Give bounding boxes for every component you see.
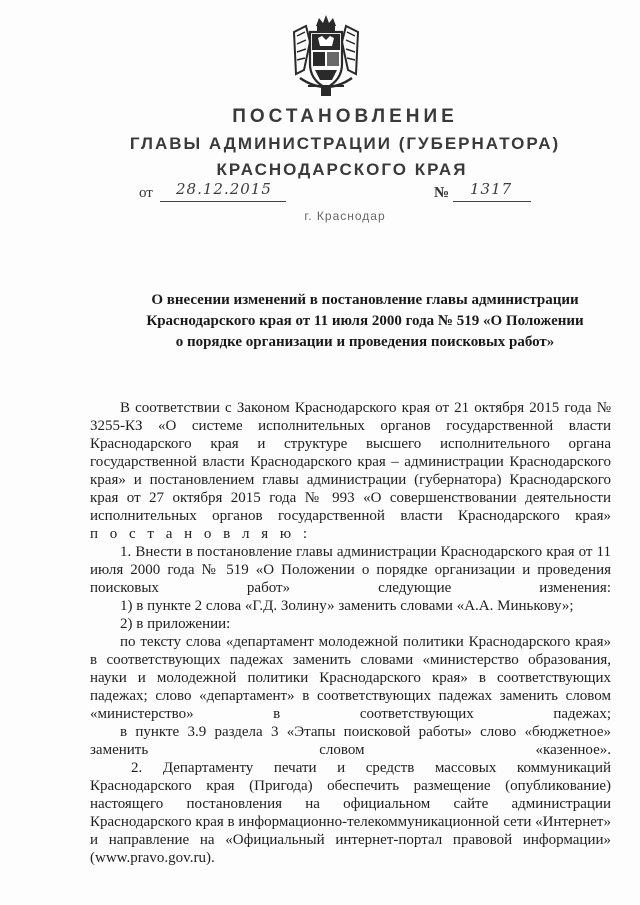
region-heading: КРАСНОДАРСКОГО КРАЯ <box>216 160 468 179</box>
document-title-line: о порядке организации и проведения поисковых работ» <box>175 334 555 350</box>
number-label: № <box>434 185 450 201</box>
intro-paragraph: В соответствии с Законом Краснодарского края от 21 октября 2015 года № 3255-КЗ «О системе исполнительных органов государственной власти Краснодарского края и структуре высшего исполнительного органа государственной власти Краснодарского края – администрации Краснодарского края» и постановлением главы администрации (губернатора) Краснодарского края от 27 октября 2015 года № 993 «О совершенствовании деятельности исполнительных органов государственной власти Краснодарского края» <box>90 400 611 524</box>
paragraph-1: 1. Внести в постановление главы администрации Краснодарского края от 11 июля 2000 года № 519 «О Положении о порядке организации и проведения поисковых работ» следующие изменения: <box>90 544 611 596</box>
city-label: г. Краснодар <box>304 209 386 223</box>
document-title-line: О внесении изменений в постановление главы администрации <box>151 292 579 308</box>
paragraph-1-item-1: 1) в пункте 2 слова «Г.Д. Золину» заменить словами «А.А. Минькову»; <box>120 598 574 614</box>
date-label: от <box>139 185 153 201</box>
document-title-line: Краснодарского края от 11 июля 2000 года № 519 «О Положении <box>146 313 584 329</box>
paragraph-1-item-2b: в пункте 3.9 раздела 3 «Этапы поисковой работы» слово «бюджетное» заменить словом «казенное». <box>90 724 611 758</box>
paragraph-1-item-2: 2) в приложении: <box>120 616 231 632</box>
paragraph-1-item-2a: по тексту слова «департамент молодежной политики Краснодарского края» в соответствующих падежах заменить словами «министерство образования, науки и молодежной политики Краснодарского края» в соответствующих падежах; слово «департамент» в соответствующих падежах заменить словом «министерство» в соответствующих падежах; <box>90 634 611 722</box>
krasnodar-coat-of-arms-icon <box>288 12 364 98</box>
number-value: 1317 <box>470 180 513 198</box>
issuer-heading: ГЛАВЫ АДМИНИСТРАЦИИ (ГУБЕРНАТОРА) <box>129 134 561 153</box>
number-underline <box>453 201 531 202</box>
date-value: 28.12.2015 <box>176 180 272 198</box>
document-title <box>140 290 590 353</box>
document-body <box>90 399 611 867</box>
paragraph-2: 2. Департаменту печати и средств массовых коммуникаций Краснодарского края (Пригода) обеспечить размещение (опубликование) настоящего постановления на официальном сайте администрации Краснодарского края в информационно-телекоммуникационной сети «Интернет» и направление на «Официальный интернет-портал правовой информации» (www.pravo.gov.ru). <box>90 760 611 866</box>
decree-word: п о с т а н о в л я ю : <box>90 526 312 542</box>
date-underline <box>160 201 286 202</box>
document-type-heading: ПОСТАНОВЛЕНИЕ <box>232 106 458 127</box>
